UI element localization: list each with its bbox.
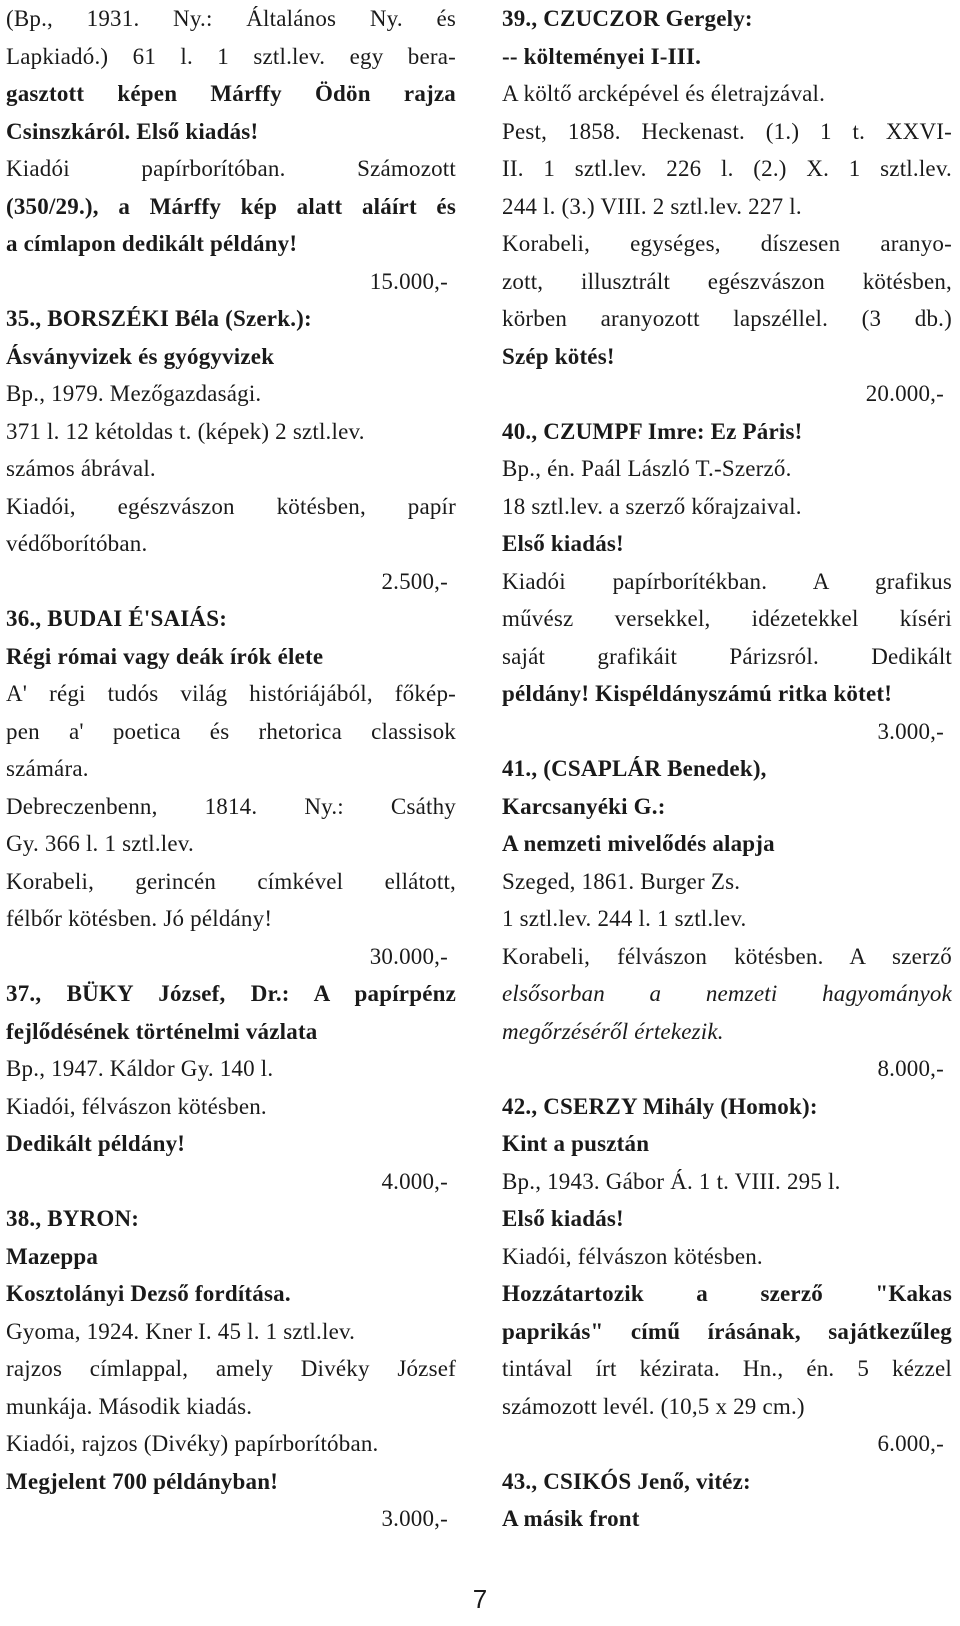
text-line: zott, illusztrált egészvászon kötésben, — [502, 268, 952, 294]
text-line: munkája. Második kiadás. — [6, 1393, 253, 1419]
text-line: Kiadói, egészvászon kötésben, papír — [6, 493, 456, 519]
text-line: Régi római vagy deák írók élete — [6, 643, 324, 669]
price-line: 15.000,- — [369, 268, 448, 294]
text-line: 244 l. (3.) VIII. 2 sztl.lev. 227 l. — [502, 193, 802, 219]
text-line: saját grafikáit Párizsról. Dedikált — [502, 643, 952, 669]
text-line: Kiadói, félvászon kötésben. — [502, 1243, 763, 1269]
price-line: 20.000,- — [865, 381, 944, 406]
text-line: Kiadói papírborítóban. Számozott — [6, 156, 456, 181]
text-line: tintával írt kézirata. Hn., én. 5 kézzel — [502, 1356, 952, 1381]
text-line: 1 sztl.lev. 244 l. 1 sztl.lev. — [502, 906, 747, 931]
text-line: 37., BÜKY József, Dr.: A papírpénz — [6, 981, 456, 1006]
text-line: Mazeppa — [6, 1243, 99, 1269]
text-line: 18 sztl.lev. a szerző kőrajzaival. — [502, 493, 802, 519]
text-line: 42., CSERZY Mihály (Homok): — [502, 1093, 818, 1119]
price-line: 4.000,- — [381, 1168, 448, 1194]
text-line: (Bp., 1931. Ny.: Általános Ny. és — [6, 6, 456, 31]
text-line: A' régi tudós világ históriájából, főkép- — [6, 681, 456, 706]
text-line: A másik front — [502, 1506, 640, 1531]
text-line: Dedikált példány! — [6, 1131, 186, 1156]
text-line: Bp., én. Paál László T.-Szerző. — [502, 456, 792, 481]
text-line: Bp., 1943. Gábor Á. 1 t. VIII. 295 l. — [502, 1168, 841, 1194]
text-line: számozott levél. (10,5 x 29 cm.) — [502, 1393, 805, 1419]
text-line: Bp., 1947. Káldor Gy. 140 l. — [6, 1056, 274, 1081]
text-line: művész versekkel, idézetekkel kíséri — [502, 606, 952, 631]
text-line: fejlődésének történelmi vázlata — [6, 1018, 318, 1044]
text-line: a címlapon dedikált példány! — [6, 231, 298, 256]
text-line: paprikás" című írásának, sajátkezűleg — [502, 1318, 952, 1344]
text-line: Kosztolányi Dezső fordítása. — [6, 1281, 291, 1306]
text-line: Gy. 366 l. 1 sztl.lev. — [6, 831, 194, 856]
text-line: Pest, 1858. Heckenast. (1.) 1 t. XXVI- — [502, 118, 952, 144]
text-line: Bp., 1979. Mezőgazdasági. — [6, 381, 262, 406]
text-line: Lapkiadó.) 61 l. 1 sztl.lev. egy bera- — [6, 43, 456, 69]
left-column — [6, 0, 456, 1538]
text-line: számos ábrával. — [6, 456, 156, 481]
text-line: megőrzéséről értekezik. — [502, 1018, 724, 1044]
text-line: -- költeményei I-III. — [502, 43, 702, 69]
text-line: rajzos címlappal, amely Divéky József — [6, 1356, 456, 1381]
text-line: Korabeli, gerincén címkével ellátott, — [6, 868, 456, 894]
text-line: Hozzátartozik a szerző "Kakas — [502, 1281, 952, 1306]
text-line: 41., (CSAPLÁR Benedek), — [502, 756, 767, 781]
text-line: Megjelent 700 példányban! — [6, 1468, 279, 1494]
text-line: Kint a pusztán — [502, 1131, 650, 1156]
text-line: Kiadói, rajzos (Divéky) papírborítóban. — [6, 1431, 379, 1456]
text-line: példány! Kispéldányszámú ritka kötet! — [502, 681, 893, 706]
text-line: gasztott képen Márffy Ödön rajza — [6, 81, 456, 106]
text-line: Debreczenbenn, 1814. Ny.: Csáthy — [6, 793, 456, 819]
text-line: félbőr kötésben. Jó példány! — [6, 906, 273, 931]
text-line: 43., CSIKÓS Jenő, vitéz: — [502, 1468, 751, 1494]
text-line: II. 1 sztl.lev. 226 l. (2.) X. 1 sztl.lev. — [502, 156, 952, 181]
text-line: 371 l. 12 kétoldas t. (képek) 2 sztl.lev. — [6, 418, 365, 444]
text-line: 36., BUDAI É'SAIÁS: — [6, 606, 228, 631]
price-line: 6.000,- — [877, 1431, 944, 1456]
price-line: 3.000,- — [381, 1506, 448, 1531]
text-line: Karcsanyéki G.: — [502, 793, 666, 819]
page-number: 7 — [472, 1584, 488, 1614]
text-line: Kiadói, félvászon kötésben. — [6, 1093, 267, 1119]
text-line: számára. — [6, 756, 89, 781]
text-line: Korabeli, félvászon kötésben. A szerző — [502, 943, 952, 969]
price-line: 8.000,- — [877, 1056, 944, 1081]
text-line: pen a' poetica és rhetorica classisok — [6, 718, 456, 744]
text-line: Ásványvizek és gyógyvizek — [6, 343, 275, 369]
text-line: A nemzeti mivelődés alapja — [502, 831, 775, 856]
text-line: A költő arcképével és életrajzával. — [502, 81, 826, 106]
text-line: védőborítóban. — [6, 531, 148, 556]
text-line: (350/29.), a Márffy kép alatt aláírt és — [6, 193, 456, 219]
price-line: 30.000,- — [369, 943, 448, 969]
text-line: Gyoma, 1924. Kner I. 45 l. 1 sztl.lev. — [6, 1318, 356, 1344]
text-line: Csinszkáról. Első kiadás! — [6, 118, 259, 144]
text-line: elsősorban a nemzeti hagyományok — [502, 981, 952, 1006]
text-line: Első kiadás! — [502, 531, 624, 556]
right-column — [502, 0, 952, 1538]
text-line: körben aranyozott lapszéllel. (3 db.) — [502, 306, 952, 331]
text-line: Korabeli, egységes, díszesen aranyo- — [502, 231, 952, 256]
text-line: 35., BORSZÉKI Béla (Szerk.): — [6, 306, 312, 331]
price-line: 2.500,- — [381, 568, 448, 594]
text-line: 39., CZUCZOR Gergely: — [502, 6, 753, 31]
text-line: Szeged, 1861. Burger Zs. — [502, 868, 741, 894]
text-line: Első kiadás! — [502, 1206, 624, 1231]
text-line: 38., BYRON: — [6, 1206, 140, 1231]
text-line: Kiadói papírborítékban. A grafikus — [502, 568, 952, 594]
price-line: 3.000,- — [877, 718, 944, 744]
text-line: 40., CZUMPF Imre: Ez Páris! — [502, 418, 803, 444]
text-line: Szép kötés! — [502, 343, 615, 369]
